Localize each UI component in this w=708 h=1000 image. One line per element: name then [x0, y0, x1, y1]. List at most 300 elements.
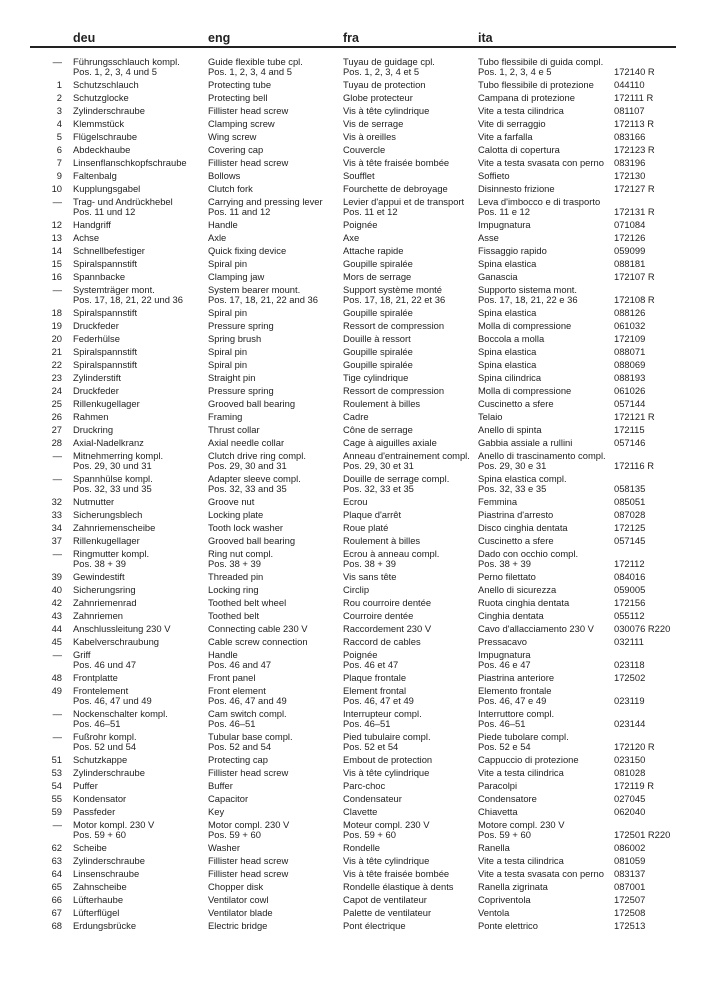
name-ita: Supporto sistema mont. Pos. 17, 18, 21, 22 e 36 — [478, 284, 578, 305]
part-number: 059005 — [614, 584, 646, 595]
part-number: 084016 — [614, 571, 646, 582]
position-number: 66 — [51, 894, 62, 905]
name-ita: Spina elastica — [478, 307, 537, 318]
position-number: 32 — [51, 496, 62, 507]
part-number: 057144 — [614, 398, 646, 409]
header-fra: fra — [343, 31, 359, 45]
name-fra: Poignée — [343, 219, 378, 230]
name-fra: Levier d'appui et de transport Pos. 11 et 12 — [343, 196, 465, 217]
name-eng: System bearer mount. Pos. 17, 18, 21, 22 and 36 — [208, 284, 318, 305]
name-eng: Quick fixing device — [208, 245, 287, 256]
name-eng: Tubular base compl. Pos. 52 and 54 — [208, 731, 293, 752]
name-fra: Fourchette de debroyage — [343, 183, 448, 194]
name-fra: Raccord de cables — [343, 636, 421, 647]
name-ita: Chiavetta — [478, 806, 518, 817]
name-eng: Spiral pin — [208, 258, 248, 269]
part-number: 172109 — [614, 333, 646, 344]
name-ita: Ruota cinghia dentata — [478, 597, 570, 608]
name-deu: Kondensator — [73, 793, 127, 804]
name-eng: Buffer — [208, 780, 233, 791]
name-deu: Kabelverschraubung — [73, 636, 159, 647]
name-fra: Element frontal Pos. 46, 47 et 49 — [343, 685, 414, 706]
part-number: 030076 R220 — [614, 623, 671, 634]
name-eng: Straight pin — [208, 372, 256, 383]
parts-row — [0, 197, 708, 220]
name-fra: Tuyau de protection — [343, 79, 426, 90]
name-ita: Ranella — [478, 842, 510, 853]
name-ita: Fissaggio rapido — [478, 245, 547, 256]
name-eng: Ring nut compl. Pos. 38 + 39 — [208, 548, 274, 569]
position-number: — — [52, 708, 62, 719]
position-number: 4 — [56, 118, 62, 129]
name-eng: Thrust collar — [208, 424, 260, 435]
position-number: 20 — [51, 333, 62, 344]
name-deu: Rillenkugellager — [73, 535, 140, 546]
position-number: — — [52, 819, 62, 830]
name-deu: Gewindestift — [73, 571, 125, 582]
name-fra: Cône de serrage — [343, 424, 413, 435]
name-deu: Handgriff — [73, 219, 111, 230]
header-divider — [30, 46, 676, 48]
name-fra: Vis à oreilles — [343, 131, 396, 142]
position-number: 28 — [51, 437, 62, 448]
position-number: 23 — [51, 372, 62, 383]
part-number: 032111 — [614, 636, 644, 647]
name-deu: Zylinderstift — [73, 372, 121, 383]
name-deu: Puffer — [73, 780, 98, 791]
part-number: 172125 — [614, 522, 646, 533]
name-ita: Ponte elettrico — [478, 920, 538, 931]
header-deu: deu — [73, 31, 96, 45]
name-deu: Zahnriemen — [73, 610, 124, 621]
name-ita: Vite a farfalla — [478, 131, 533, 142]
name-ita: Spina elastica — [478, 346, 537, 357]
name-ita: Anello di spinta — [478, 424, 542, 435]
part-number: 081028 — [614, 767, 646, 778]
name-fra: Condensateur — [343, 793, 402, 804]
name-eng: Fillister head screw — [208, 855, 289, 866]
part-number: 172508 — [614, 907, 646, 918]
part-number: 172113 R — [614, 118, 654, 129]
name-ita: Piastrina anteriore — [478, 672, 555, 683]
position-number: 55 — [51, 793, 62, 804]
part-number: 088193 — [614, 372, 646, 383]
name-fra: Ressort de compression — [343, 320, 445, 331]
name-eng: Groove nut — [208, 496, 255, 507]
part-number: 083166 — [614, 131, 646, 142]
name-fra: Goupille spiralée — [343, 359, 413, 370]
name-ita: Spina cilindrica — [478, 372, 542, 383]
parts-row — [0, 686, 708, 709]
name-fra: Vis à tête cylindrique — [343, 105, 430, 116]
name-eng: Toothed belt wheel — [208, 597, 287, 608]
name-ita: Spina elastica compl. Pos. 32, 33 e 35 — [478, 473, 567, 494]
column-header — [0, 31, 708, 45]
part-number: 023118 — [614, 659, 645, 670]
name-deu: Rahmen — [73, 411, 109, 422]
name-ita: Interruttore compl. Pos. 46–51 — [478, 708, 555, 729]
part-number: 085051 — [614, 496, 646, 507]
part-number: 172126 — [614, 232, 646, 243]
position-number: 34 — [51, 522, 62, 533]
name-deu: Rillenkugellager — [73, 398, 140, 409]
position-number: — — [52, 450, 62, 461]
name-eng: Pressure spring — [208, 320, 274, 331]
part-number: 081059 — [614, 855, 646, 866]
name-eng: Connecting cable 230 V — [208, 623, 308, 634]
name-fra: Goupille spiralée — [343, 346, 413, 357]
position-number: 64 — [51, 868, 62, 879]
name-deu: Sicherungsblech — [73, 509, 143, 520]
name-ita: Motore compl. 230 V Pos. 59 + 60 — [478, 819, 565, 840]
name-ita: Cuscinetto a sfere — [478, 398, 554, 409]
position-number: 33 — [51, 509, 62, 520]
position-number: 68 — [51, 920, 62, 931]
name-eng: Clutch fork — [208, 183, 253, 194]
name-fra: Palette de ventilateur — [343, 907, 432, 918]
name-eng: Fillister head screw — [208, 767, 289, 778]
position-number: 25 — [51, 398, 62, 409]
parts-row — [0, 451, 708, 474]
name-fra: Plaque frontale — [343, 672, 407, 683]
name-fra: Axe — [343, 232, 360, 243]
name-eng: Adapter sleeve compl. Pos. 32, 33 and 35 — [208, 473, 301, 494]
name-eng: Washer — [208, 842, 240, 853]
position-number: 24 — [51, 385, 62, 396]
position-number: 13 — [51, 232, 62, 243]
name-ita: Vite a testa svasata con perno — [478, 157, 604, 168]
name-ita: Vite a testa svasata con perno — [478, 868, 604, 879]
name-eng: Electric bridge — [208, 920, 268, 931]
part-number: 172127 R — [614, 183, 655, 194]
part-number: 088071 — [614, 346, 646, 357]
parts-row — [0, 709, 708, 732]
name-eng: Handle — [208, 219, 238, 230]
name-fra: Ecrou à anneau compl. Pos. 38 + 39 — [343, 548, 440, 569]
name-fra: Vis sans tête — [343, 571, 397, 582]
position-number: 5 — [56, 131, 62, 142]
position-number: 37 — [51, 535, 62, 546]
name-ita: Impugnatura — [478, 219, 531, 230]
name-fra: Mors de serrage — [343, 271, 412, 282]
part-number: 172115 — [614, 424, 645, 435]
name-deu: Spiralspannstift — [73, 359, 138, 370]
name-deu: Anschlussleitung 230 V — [73, 623, 171, 634]
name-deu: Schutzkappe — [73, 754, 128, 765]
position-number: 40 — [51, 584, 62, 595]
name-eng: Threaded pin — [208, 571, 264, 582]
name-ita: Vite a testa cilindrica — [478, 767, 564, 778]
part-number: 172121 R — [614, 411, 655, 422]
name-ita: Disco cinghia dentata — [478, 522, 568, 533]
name-deu: Flügelschraube — [73, 131, 138, 142]
name-eng: Axle — [208, 232, 227, 243]
name-fra: Couvercle — [343, 144, 386, 155]
name-eng: Clamping jaw — [208, 271, 265, 282]
name-eng: Protecting bell — [208, 92, 268, 103]
parts-row — [0, 57, 708, 80]
position-number: 3 — [56, 105, 62, 116]
position-number: 39 — [51, 571, 62, 582]
name-fra: Anneau d'entrainement compl. Pos. 29, 30 et 31 — [343, 450, 470, 471]
parts-row — [0, 549, 708, 572]
name-deu: Spannhülse kompl. Pos. 32, 33 und 35 — [73, 473, 153, 494]
name-eng: Pressure spring — [208, 385, 274, 396]
position-number: 53 — [51, 767, 62, 778]
part-number: 172130 — [614, 170, 646, 181]
position-number: 26 — [51, 411, 62, 422]
name-deu: Trag- und Andrückhebel Pos. 11 und 12 — [73, 196, 173, 217]
name-fra: Support système monté Pos. 17, 18, 21, 22 et 36 — [343, 284, 446, 305]
part-number: 083196 — [614, 157, 646, 168]
position-number: 7 — [56, 157, 62, 168]
position-number: 67 — [51, 907, 62, 918]
name-eng: Protecting tube — [208, 79, 272, 90]
name-eng: Toothed belt — [208, 610, 260, 621]
name-eng: Spiral pin — [208, 307, 248, 318]
position-number: 15 — [51, 258, 62, 269]
name-deu: Schutzglocke — [73, 92, 129, 103]
name-ita: Paracolpi — [478, 780, 518, 791]
name-fra: Ressort de compression — [343, 385, 445, 396]
name-deu: Federhülse — [73, 333, 120, 344]
name-ita: Spina elastica — [478, 359, 537, 370]
name-ita: Cavo d'allacciamento 230 V — [478, 623, 594, 634]
name-ita: Cuscinetto a sfere — [478, 535, 554, 546]
name-ita: Pressacavo — [478, 636, 527, 647]
parts-row — [0, 285, 708, 308]
name-eng: Carrying and pressing lever Pos. 11 and 12 — [208, 196, 323, 217]
name-ita: Tubo flessibile di protezione — [478, 79, 594, 90]
name-ita: Molla di compressione — [478, 320, 572, 331]
name-fra: Attache rapide — [343, 245, 404, 256]
position-number: 19 — [51, 320, 62, 331]
name-ita: Gabbia assiale a rullini — [478, 437, 573, 448]
name-deu: Achse — [73, 232, 100, 243]
name-fra: Poignée Pos. 46 et 47 — [343, 649, 399, 670]
position-number: 44 — [51, 623, 62, 634]
name-deu: Nockenschalter kompl. Pos. 46–51 — [73, 708, 168, 729]
name-fra: Rou courroire dentée — [343, 597, 432, 608]
name-deu: Axial-Nadelkranz — [73, 437, 144, 448]
name-fra: Goupille spiralée — [343, 258, 413, 269]
name-fra: Roulement à billes — [343, 535, 421, 546]
name-fra: Vis à tête cylindrique — [343, 767, 430, 778]
name-fra: Rondelle — [343, 842, 381, 853]
position-number: 63 — [51, 855, 62, 866]
name-deu: Spiralspannstift — [73, 307, 138, 318]
name-deu: Druckring — [73, 424, 114, 435]
name-ita: Ventola — [478, 907, 510, 918]
name-eng: Ventilator cowl — [208, 894, 269, 905]
name-deu: Scheibe — [73, 842, 107, 853]
name-eng: Ventilator blade — [208, 907, 273, 918]
part-number: 172123 R — [614, 144, 655, 155]
name-ita: Copriventola — [478, 894, 531, 905]
part-number: 055112 — [614, 610, 645, 621]
name-fra: Embout de protection — [343, 754, 433, 765]
parts-row — [0, 820, 708, 843]
part-number: 081107 — [614, 105, 645, 116]
name-fra: Plaque d'arrêt — [343, 509, 402, 520]
part-number: 023119 — [614, 695, 645, 706]
name-fra: Courroire dentée — [343, 610, 414, 621]
name-eng: Locking ring — [208, 584, 259, 595]
name-fra: Vis à tête fraisée bombée — [343, 157, 450, 168]
name-eng: Spiral pin — [208, 346, 248, 357]
name-ita: Cappuccio di protezione — [478, 754, 579, 765]
position-number: 2 — [56, 92, 62, 103]
name-ita: Calotta di copertura — [478, 144, 560, 155]
name-ita: Vite a testa cilindrica — [478, 855, 564, 866]
name-deu: Spiralspannstift — [73, 258, 138, 269]
name-eng: Key — [208, 806, 225, 817]
name-fra: Rondelle élastique à dents — [343, 881, 454, 892]
position-number: 65 — [51, 881, 62, 892]
part-number: 172120 R — [614, 741, 655, 752]
name-ita: Perno filettato — [478, 571, 536, 582]
name-eng: Front element Pos. 46, 47 and 49 — [208, 685, 287, 706]
name-deu: Ringmutter kompl. Pos. 38 + 39 — [73, 548, 150, 569]
name-ita: Vite di serraggio — [478, 118, 546, 129]
position-number: 54 — [51, 780, 62, 791]
name-fra: Goupille spiralée — [343, 307, 413, 318]
name-fra: Raccordement 230 V — [343, 623, 432, 634]
part-number: 086002 — [614, 842, 646, 853]
name-deu: Zylinderschraube — [73, 767, 145, 778]
part-number: 087001 — [614, 881, 646, 892]
name-ita: Molla di compressione — [478, 385, 572, 396]
part-number: 023150 — [614, 754, 646, 765]
name-eng: Handle Pos. 46 and 47 — [208, 649, 272, 670]
part-number: 088126 — [614, 307, 646, 318]
name-deu: Lüfterhaube — [73, 894, 124, 905]
name-ita: Impugnatura Pos. 46 e 47 — [478, 649, 531, 670]
part-number: 087028 — [614, 509, 646, 520]
part-number: 023144 — [614, 718, 646, 729]
part-number: 172131 R — [614, 206, 655, 217]
position-number: 59 — [51, 806, 62, 817]
name-ita: Condensatore — [478, 793, 537, 804]
name-eng: Covering cap — [208, 144, 264, 155]
part-number: 059099 — [614, 245, 646, 256]
name-eng: Grooved ball bearing — [208, 398, 296, 409]
name-ita: Elemento frontale Pos. 46, 47 e 49 — [478, 685, 552, 706]
part-number: 057145 — [614, 535, 646, 546]
name-eng: Chopper disk — [208, 881, 264, 892]
name-deu: Systemträger mont. Pos. 17, 18, 21, 22 und 36 — [73, 284, 183, 305]
part-number: 057146 — [614, 437, 646, 448]
name-eng: Capacitor — [208, 793, 249, 804]
name-fra: Roue platé — [343, 522, 389, 533]
position-number: 16 — [51, 271, 62, 282]
part-number: 172140 R — [614, 66, 655, 77]
part-number: 172111 R — [614, 92, 654, 103]
name-fra: Pied tubulaire compl. Pos. 52 et 54 — [343, 731, 431, 752]
position-number: 18 — [51, 307, 62, 318]
name-fra: Cage à aiguilles axiale — [343, 437, 437, 448]
position-number: 51 — [51, 754, 62, 765]
name-eng: Fillister head screw — [208, 157, 289, 168]
name-deu: Lüfterflügel — [73, 907, 120, 918]
name-deu: Zylinderschraube — [73, 105, 145, 116]
name-ita: Ranella zigrinata — [478, 881, 548, 892]
header-ita: ita — [478, 31, 493, 45]
name-eng: Framing — [208, 411, 243, 422]
name-ita: Soffieto — [478, 170, 510, 181]
position-number: 14 — [51, 245, 62, 256]
position-number: — — [52, 196, 62, 207]
position-number: 42 — [51, 597, 62, 608]
part-number: 172116 R — [614, 460, 654, 471]
name-ita: Ganascia — [478, 271, 518, 282]
name-ita: Piede tubolare compl. Pos. 52 e 54 — [478, 731, 569, 752]
position-number: 1 — [56, 79, 62, 90]
name-deu: Zahnscheibe — [73, 881, 127, 892]
part-number: 058135 — [614, 483, 646, 494]
name-eng: Fillister head screw — [208, 105, 289, 116]
position-number: 22 — [51, 359, 62, 370]
name-ita: Boccola a molla — [478, 333, 545, 344]
name-eng: Fillister head screw — [208, 868, 289, 879]
name-eng: Locking plate — [208, 509, 264, 520]
name-deu: Frontelement Pos. 46, 47 und 49 — [73, 685, 152, 706]
name-deu: Spiralspannstift — [73, 346, 138, 357]
position-number: — — [52, 473, 62, 484]
name-fra: Soufflet — [343, 170, 375, 181]
name-fra: Clavette — [343, 806, 378, 817]
name-eng: Spiral pin — [208, 359, 248, 370]
name-deu: Fußrohr kompl. Pos. 52 und 54 — [73, 731, 137, 752]
name-fra: Vis de serrage — [343, 118, 404, 129]
part-number: 172513 — [614, 920, 646, 931]
name-fra: Capot de ventilateur — [343, 894, 427, 905]
name-ita: Disinnesto frizione — [478, 183, 555, 194]
name-ita: Telaio — [478, 411, 503, 422]
name-ita: Anello di sicurezza — [478, 584, 557, 595]
part-number: 062040 — [614, 806, 646, 817]
name-fra: Cadre — [343, 411, 369, 422]
name-deu: Motor kompl. 230 V Pos. 59 + 60 — [73, 819, 155, 840]
parts-row — [0, 474, 708, 497]
position-number: 48 — [51, 672, 62, 683]
name-ita: Femmina — [478, 496, 518, 507]
name-ita: Cinghia dentata — [478, 610, 544, 621]
part-number: 061026 — [614, 385, 646, 396]
name-deu: Druckfeder — [73, 385, 119, 396]
part-number: 071084 — [614, 219, 646, 230]
name-fra: Roulement à billes — [343, 398, 421, 409]
position-number: 9 — [56, 170, 62, 181]
name-fra: Interrupteur compl. Pos. 46–51 — [343, 708, 422, 729]
position-number: 43 — [51, 610, 62, 621]
position-number: 27 — [51, 424, 62, 435]
part-number: 172502 — [614, 672, 646, 683]
position-number: — — [52, 284, 62, 295]
part-number: 172112 — [614, 558, 645, 569]
name-deu: Griff Pos. 46 und 47 — [73, 649, 137, 670]
name-fra: Circlip — [343, 584, 370, 595]
name-eng: Clamping screw — [208, 118, 275, 129]
position-number: 62 — [51, 842, 62, 853]
name-deu: Abdeckhaube — [73, 144, 131, 155]
name-deu: Spannbacke — [73, 271, 126, 282]
name-deu: Zahnriemenrad — [73, 597, 137, 608]
name-ita: Spina elastica — [478, 258, 537, 269]
name-fra: Globe protecteur — [343, 92, 413, 103]
name-ita: Campana di protezione — [478, 92, 575, 103]
name-eng: Bollows — [208, 170, 241, 181]
